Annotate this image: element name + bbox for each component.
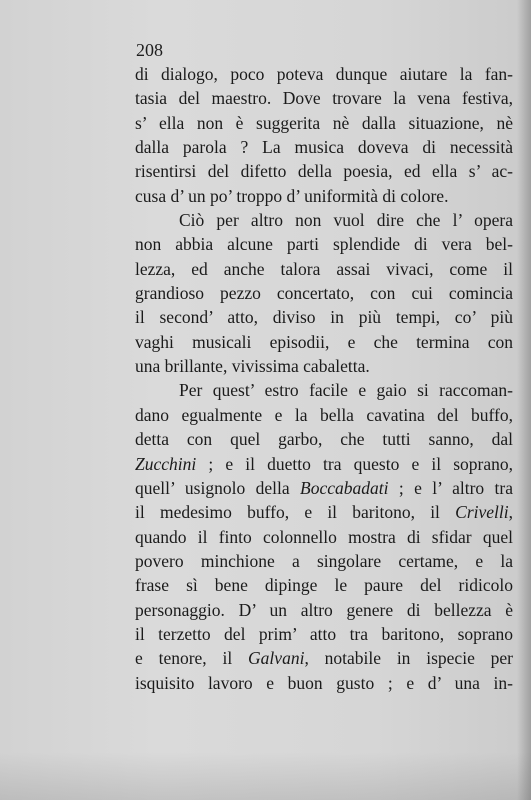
text-line: il second’ atto, diviso in più tempi, co’ più <box>135 307 513 328</box>
italic-name: Boccabadati <box>300 477 389 498</box>
page-bottom-shading <box>0 752 531 800</box>
text-line: detta con quel garbo, che tutti sanno, dal <box>135 429 513 450</box>
text-line: povero minchione a singolare certame, e la <box>135 550 513 571</box>
text-line: frase sì bene dipinge le paure del ridicolo <box>135 575 513 596</box>
text-line: di dialogo, poco poteva dunque aiutare la fan- <box>135 64 513 84</box>
page-number: 208 <box>136 40 163 60</box>
text-line: e tenore, il Galvani, notabile in ispecie per <box>135 648 513 669</box>
page-edge-shadow <box>517 0 531 800</box>
body-text <box>135 62 513 695</box>
text-line: una brillante, vivissima cabaletta. <box>135 356 370 377</box>
italic-name: Zucchini <box>135 453 197 474</box>
text-line: quell’ usignolo della Boccabadati ; e l’ altro tra <box>135 477 513 498</box>
text-line: dalla parola ? La musica doveva di necessità <box>135 137 513 158</box>
text-line: grandioso pezzo concertato, con cui comincia <box>135 283 513 304</box>
text-line: personaggio. D’ un altro genere di bellezza è <box>135 599 513 620</box>
text-line: tasia del maestro. Dove trovare la vena festiva, <box>135 88 513 109</box>
text-line: Zucchini ; e il duetto tra questo e il soprano, <box>135 453 513 474</box>
text-line: isquisito lavoro e buon gusto ; e d’ una in- <box>135 672 513 693</box>
italic-name: Crivelli <box>455 502 509 523</box>
text-line: risentirsi del difetto della poesia, ed ella s’ ac- <box>135 161 513 182</box>
text-line: dano egualmente e la bella cavatina del buffo, <box>135 404 513 425</box>
text-line: s’ ella non è suggerita nè dalla situazione, nè <box>135 112 513 133</box>
text-line: non abbia alcune parti splendide di vera bel- <box>135 234 513 255</box>
text-line: lezza, ed anche talora assai vivaci, come il <box>135 258 513 279</box>
italic-name: Galvani <box>248 648 305 669</box>
text-line: il terzetto del prim’ atto tra baritono, soprano <box>135 623 513 644</box>
text-line: cusa d’ un po’ troppo d’ uniformità di colore. <box>135 185 449 206</box>
text-line: quando il finto colonnello mostra di sfidar quel <box>135 526 513 547</box>
text-line: Per quest’ estro facile e gaio si raccoman- <box>179 380 513 401</box>
text-line: vaghi musicali episodii, e che termina con <box>135 331 513 352</box>
text-line: Ciò per altro non vuol dire che l’ opera <box>179 210 513 231</box>
text-line: il medesimo buffo, e il baritono, il Crivelli, <box>135 502 513 523</box>
